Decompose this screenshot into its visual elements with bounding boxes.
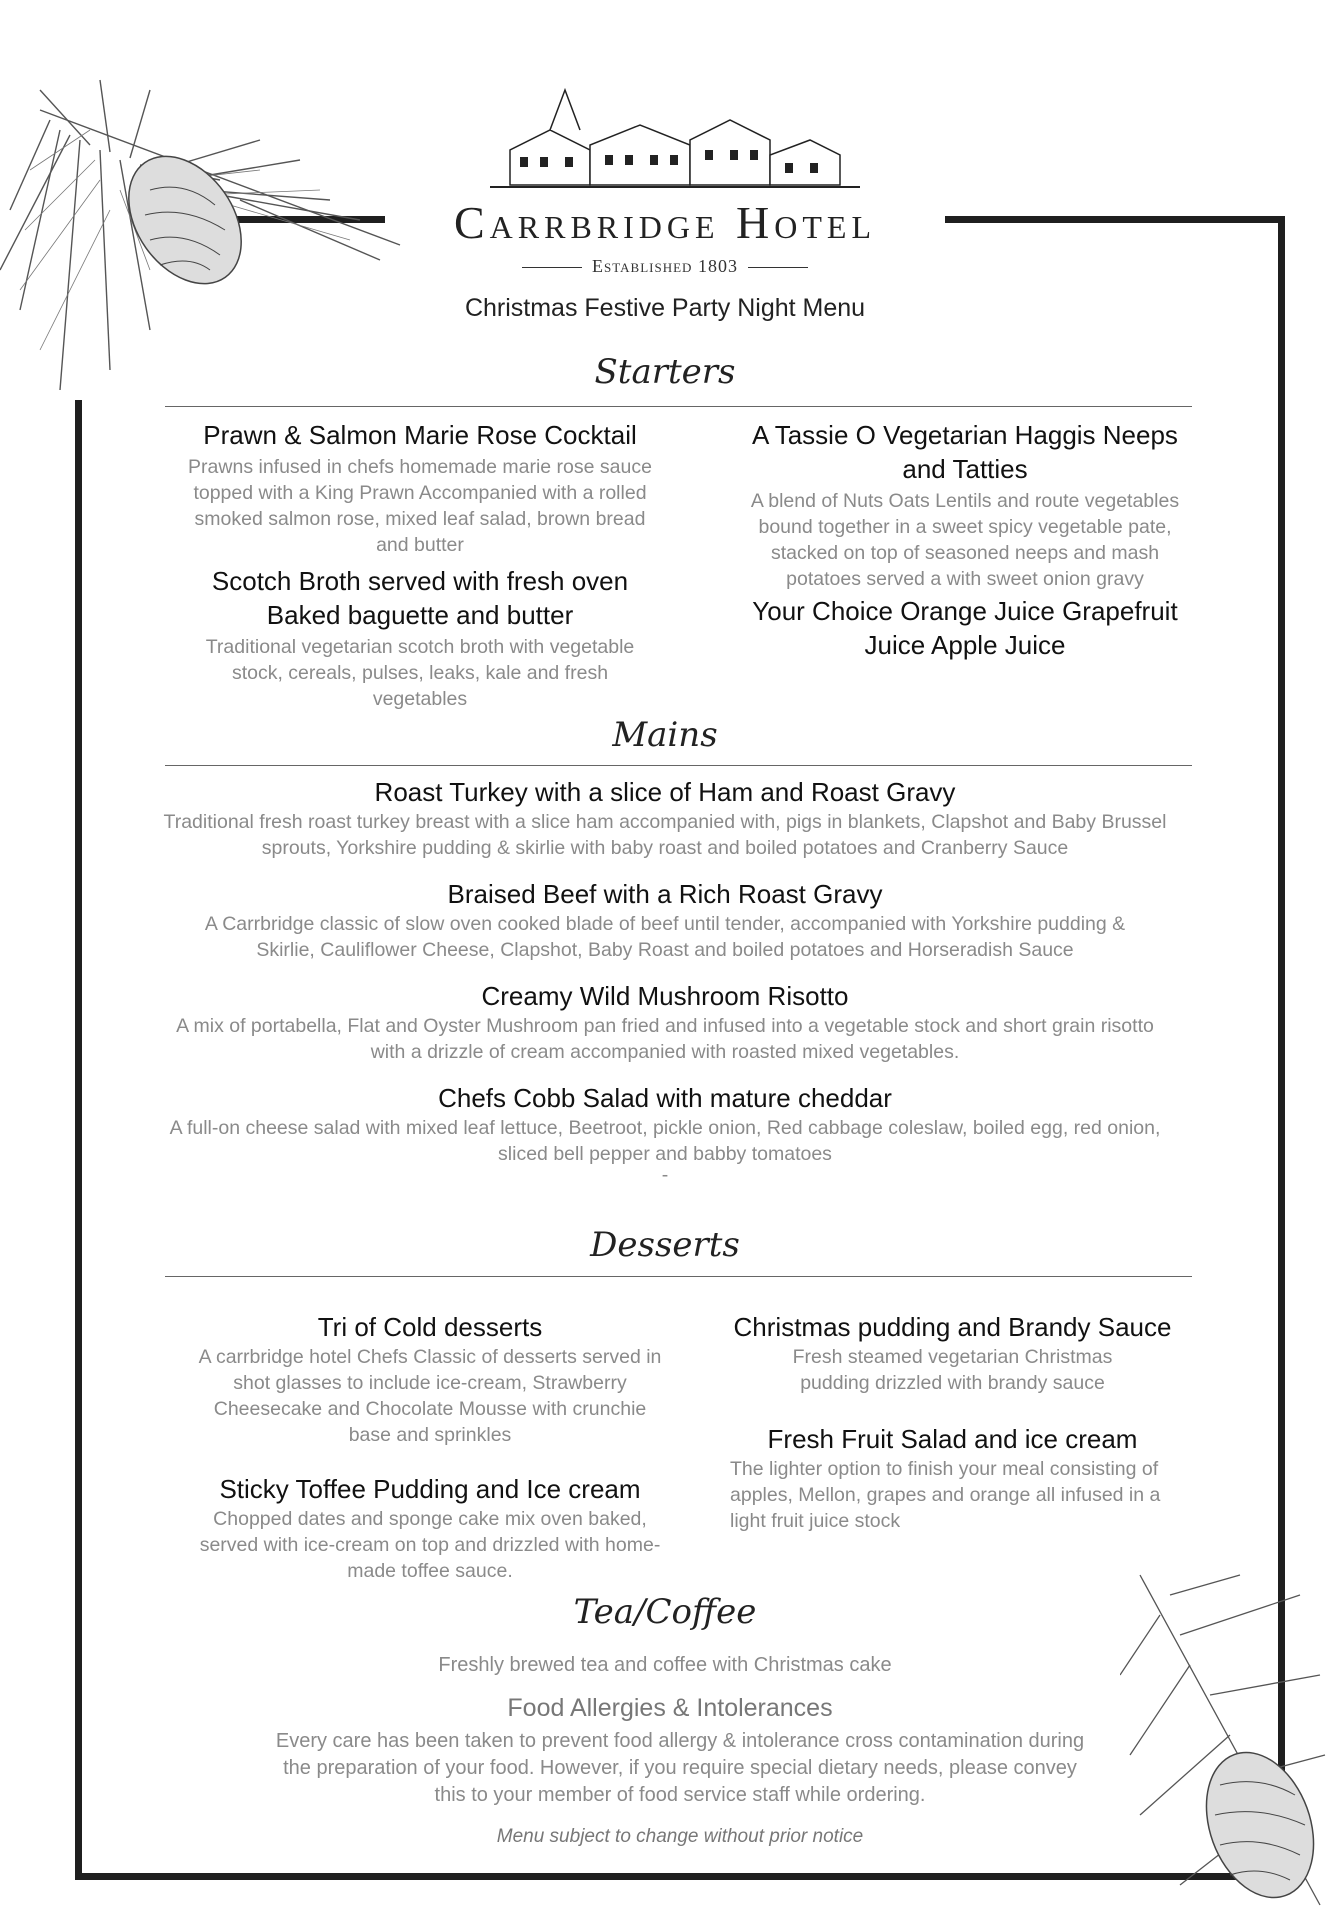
established-rule-right bbox=[748, 267, 808, 268]
dish-name: Christmas pudding and Brandy Sauce bbox=[733, 1312, 1172, 1342]
dish-name: Fresh Fruit Salad and ice cream bbox=[767, 1424, 1138, 1454]
starters-left-column bbox=[180, 418, 660, 712]
dish-description: Prawns infused in chefs homemade marie rose sauce topped with a King Prawn Accompanied with a rolled smoked salmon rose, mixed leaf salad, brown bread and butter bbox=[188, 456, 652, 556]
dish-description: A carrbridge hotel Chefs Classic of desserts served in shot glasses to include ice-cream, Strawberry Cheesecake and Chocolate Mousse with crunchie base and sprinkles bbox=[198, 1346, 662, 1446]
hotel-name: Carrbridge Hotel bbox=[453, 197, 877, 248]
dish-name: Tri of Cold desserts bbox=[317, 1312, 543, 1342]
dish-description: Traditional vegetarian scotch broth with vegetable stock, cereals, pulses, leaks, kale and fresh vegetables bbox=[205, 636, 635, 710]
dish-name: Scotch Broth served with fresh oven Baked baguette and butter bbox=[211, 566, 629, 630]
desserts-right-column bbox=[730, 1310, 1175, 1534]
section-title-tea-coffee: Tea/Coffee bbox=[573, 1592, 757, 1632]
dish-description: Traditional fresh roast turkey breast with a slice ham accompanied with, pigs in blankets, Clapshot and Baby Brussel sprouts, Yorkshire pudding & skirlie with baby roast and boiled potatoes and Cranberry Sauce bbox=[163, 811, 1167, 859]
dish-name: Creamy Wild Mushroom Risotto bbox=[481, 981, 849, 1011]
starters-rule bbox=[165, 406, 1192, 407]
dish-description: The lighter option to finish your meal consisting of apples, Mellon, grapes and orange all infused in a light fruit juice stock bbox=[730, 1458, 1161, 1532]
dish-name: A Tassie O Vegetarian Haggis Neeps and Tatties bbox=[752, 420, 1178, 484]
dish-name: Braised Beef with a Rich Roast Gravy bbox=[447, 879, 883, 909]
dish-description: A blend of Nuts Oats Lentils and route vegetables bound together in a sweet spicy vegetable pate, stacked on top of seasoned neeps and mash potatoes served a with sweet onion gravy bbox=[750, 490, 1180, 590]
mains-list bbox=[150, 775, 1180, 1186]
established-text: Established 1803 bbox=[592, 256, 738, 276]
dish-description: A mix of portabella, Flat and Oyster Mushroom pan fried and infused into a vegetable stock and short grain risotto with a drizzle of cream accompanied with roasted mixed vegetables. bbox=[176, 1015, 1154, 1063]
starters-right-column bbox=[735, 418, 1195, 662]
dish-name: Your Choice Orange Juice Grapefruit Juice Apple Juice bbox=[752, 596, 1178, 660]
section-title-desserts: Desserts bbox=[590, 1225, 740, 1265]
frame-left bbox=[75, 400, 82, 1880]
dish-name: Sticky Toffee Pudding and Ice cream bbox=[219, 1474, 641, 1504]
dish-description: Chopped dates and sponge cake mix oven baked, served with ice-cream on top and drizzled with home-made toffee sauce. bbox=[199, 1508, 661, 1582]
pine-branch-illustration bbox=[0, 70, 440, 430]
hotel-building-illustration bbox=[490, 85, 860, 195]
menu-title: Christmas Festive Party Night Menu bbox=[464, 294, 866, 322]
section-title-starters: Starters bbox=[594, 352, 736, 392]
established-rule-left bbox=[522, 267, 582, 268]
dish-name: Prawn & Salmon Marie Rose Cocktail bbox=[203, 420, 637, 450]
mains-rule bbox=[165, 765, 1192, 766]
dish-name: Roast Turkey with a slice of Ham and Roast Gravy bbox=[374, 777, 956, 807]
dish-description: A full-on cheese salad with mixed leaf lettuce, Beetroot, pickle onion, Red cabbage coleslaw, boiled egg, red onion, sliced bell pepper and babby tomatoes bbox=[169, 1117, 1161, 1165]
desserts-rule bbox=[165, 1276, 1192, 1277]
mains-trailing-mark: - bbox=[661, 1164, 669, 1186]
allergies-title: Food Allergies & Intolerances bbox=[507, 1694, 833, 1722]
dish-name: Chefs Cobb Salad with mature cheddar bbox=[438, 1083, 892, 1113]
section-title-mains: Mains bbox=[612, 715, 718, 755]
frame-top-right bbox=[945, 216, 1285, 223]
frame-bottom bbox=[75, 1873, 1285, 1880]
tea-coffee-description: Freshly brewed tea and coffee with Christmas cake bbox=[438, 1654, 892, 1676]
allergies-text: Every care has been taken to prevent food allergy & intolerance cross contamination during the preparation of your food. However, if you require special dietary needs, please convey this to your member of food service staff while ordering. bbox=[275, 1730, 1085, 1806]
desserts-left-column bbox=[190, 1310, 670, 1584]
dish-description: A Carrbridge classic of slow oven cooked blade of beef until tender, accompanied with Yorkshire pudding & Skirlie, Cauliflower Cheese, Clapshot, Baby Roast and boiled potatoes and Horseradish Sauce bbox=[204, 913, 1126, 961]
dish-description: Fresh steamed vegetarian Christmas pudding drizzled with brandy sauce bbox=[792, 1346, 1113, 1394]
established-line bbox=[480, 256, 850, 277]
pinecone-illustration bbox=[1120, 1555, 1329, 1920]
menu-change-notice: Menu subject to change without prior notice bbox=[496, 1826, 864, 1847]
